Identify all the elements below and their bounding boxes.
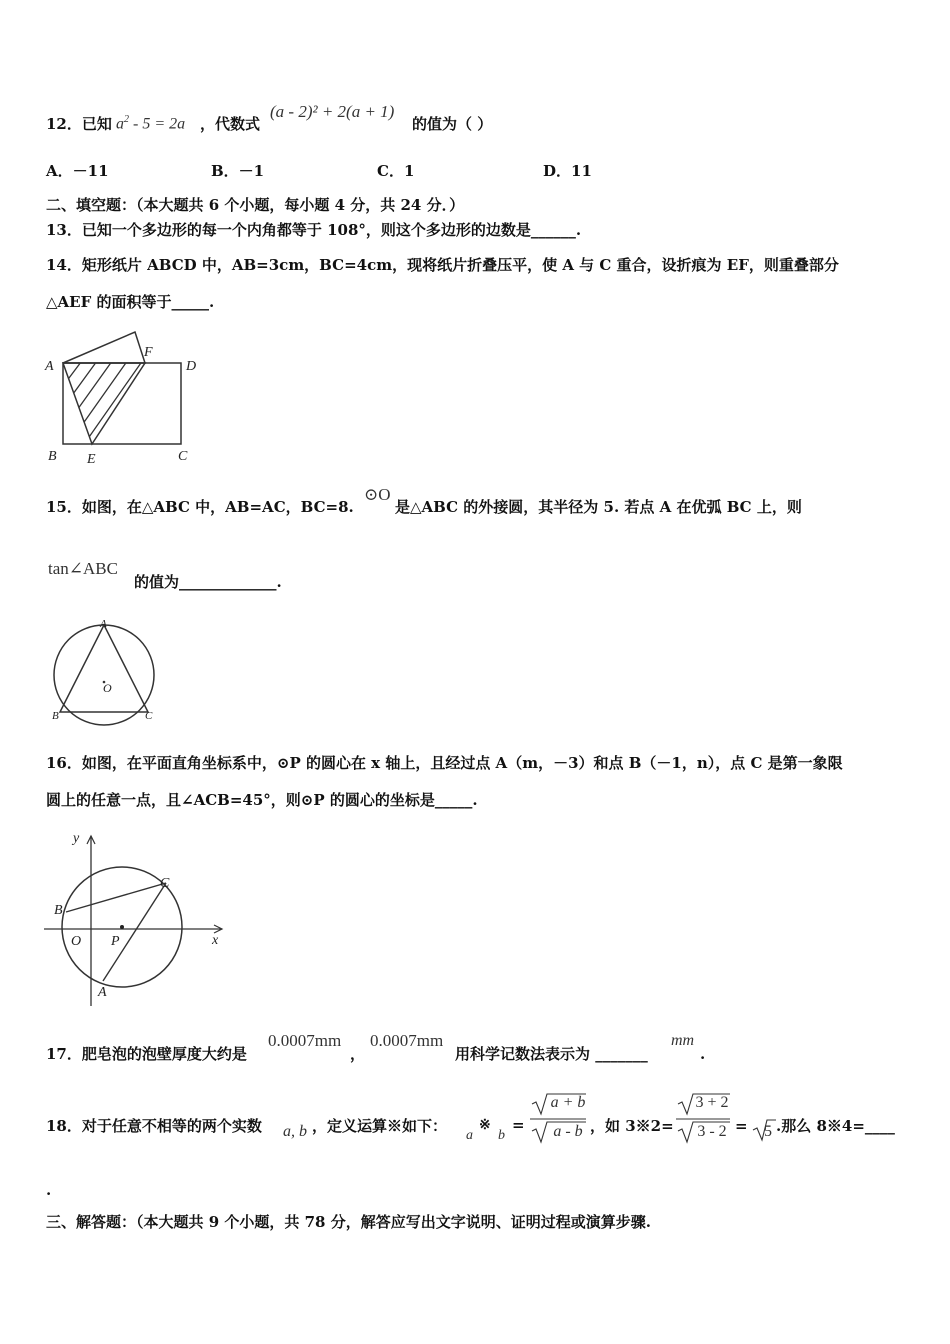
q12-option-d: D．11	[543, 162, 592, 180]
q16-segment-ac	[103, 883, 166, 981]
q18-prefix: 18．对于任意不相等的两个实数	[46, 1117, 262, 1135]
q16-label-c: C	[160, 876, 170, 891]
q16-label-y: y	[73, 831, 80, 846]
q17-comma: ，	[350, 1045, 366, 1063]
q17-unit: mm	[671, 1032, 695, 1049]
q15-prefix: 15．如图，在△ABC 中，AB=AC，BC=8.	[46, 498, 354, 516]
q14-line2: △AEF 的面积等于_____.	[46, 293, 215, 311]
q16-line1: 16．如图，在平面直角坐标系中，⊙P 的圆心在 x 轴上，且经过点 A（m，－3）和点 B（－1，n），点 C 是第一象限	[46, 754, 843, 772]
q16-label-o: O	[71, 934, 82, 949]
q16-segment-bc	[66, 883, 166, 912]
q16-label-p: P	[111, 934, 120, 949]
q13-text: 13．已知一个多边形的每一个内角都等于 108°，则这个多边形的边数是______.	[46, 221, 582, 239]
q12-suffix: 的值为（ ）	[412, 115, 493, 133]
q18-example-numerator: 3 + 2	[695, 1094, 729, 1111]
section-3-heading: 三、解答题：（本大题共 9 个小题，共 78 分，解答应写出文字说明、证明过程或演算步骤.	[46, 1213, 651, 1231]
q12-equation: $a^2 - 5 = 2a$	[116, 114, 186, 133]
q18-vars: a, b	[283, 1123, 307, 1140]
q18-example-prefix: ，如 3※2=	[590, 1117, 674, 1135]
q17-value2: 0.0007mm	[370, 1031, 444, 1050]
q12-mid: ，代数式	[200, 115, 261, 133]
q14-label-e: E	[87, 452, 96, 467]
q18-def-eq: =	[512, 1116, 525, 1134]
q12-prefix: 12．已知	[46, 115, 112, 133]
q14-rectangle	[63, 363, 181, 444]
q15-label-o: O	[103, 681, 112, 695]
q18-suffix: .那么 8※4=____	[776, 1117, 895, 1135]
q16-line2: 圆上的任意一点，且∠ACB=45°，则⊙P 的圆心的坐标是_____.	[46, 791, 478, 809]
q12-option-c: C．1	[377, 162, 415, 180]
q12-option-a: A．－11	[46, 162, 109, 180]
q15-label-c: C	[145, 710, 153, 722]
q18-trailing-dot: .	[46, 1181, 52, 1199]
q17-end: .	[700, 1045, 706, 1063]
q15-label-b: B	[52, 710, 59, 722]
q16-figure	[44, 828, 234, 1008]
q14-figure	[40, 330, 210, 470]
q18-mid: ，定义运算※如下：	[312, 1117, 448, 1135]
q18-numerator: a + b	[550, 1094, 586, 1111]
q18-denominator: a - b	[553, 1123, 583, 1140]
q15-label-a: A	[100, 618, 107, 630]
q16-center-p	[120, 925, 124, 929]
q15-tan-abc: tan∠ABC	[48, 559, 118, 578]
q12-option-b: B．－1	[211, 162, 265, 180]
q14-label-b: B	[48, 449, 57, 464]
q18-result: 5	[764, 1123, 772, 1140]
q17-value1: 0.0007mm	[268, 1031, 342, 1050]
q15-triangle-abc	[60, 625, 148, 712]
q12-expression: (a - 2)² + 2(a + 1)	[270, 102, 395, 121]
q15-figure	[48, 618, 168, 733]
q18-def-b: b	[498, 1128, 505, 1143]
q15-suffix: 是△ABC 的外接圆，其半径为 5. 若点 A 在优弧 BC 上，则	[395, 498, 802, 516]
q16-label-x: x	[212, 933, 219, 948]
q14-folded-flap	[63, 332, 145, 363]
q18-def-a: a	[466, 1128, 473, 1143]
q18-example-denominator: 3 - 2	[697, 1123, 727, 1140]
q15-line2: 的值为_____________.	[134, 573, 282, 591]
q16-label-a: A	[98, 985, 107, 1000]
q14-label-c: C	[178, 449, 188, 464]
q14-line1: 14．矩形纸片 ABCD 中，AB=3cm，BC=4cm，现将纸片折叠压平，使 A 与 C 重合，设折痕为 EF，则重叠部分	[46, 256, 839, 274]
q14-label-f: F	[144, 345, 153, 360]
q17-mid: 用科学记数法表示为 _______	[455, 1045, 648, 1063]
q18-eq2: =	[735, 1117, 748, 1135]
q17-prefix: 17．肥皂泡的泡壁厚度大约是	[46, 1045, 247, 1063]
section-2-heading: 二、填空题：（本大题共 6 个小题，每小题 4 分，共 24 分．）	[46, 196, 465, 214]
q14-label-d: D	[186, 359, 197, 374]
q15-circle-symbol: ⊙O	[364, 485, 391, 504]
q16-label-b: B	[54, 903, 63, 918]
q18-def-op: ※	[479, 1117, 491, 1133]
q14-label-a: A	[45, 359, 54, 374]
q15-circumcircle	[54, 625, 154, 725]
